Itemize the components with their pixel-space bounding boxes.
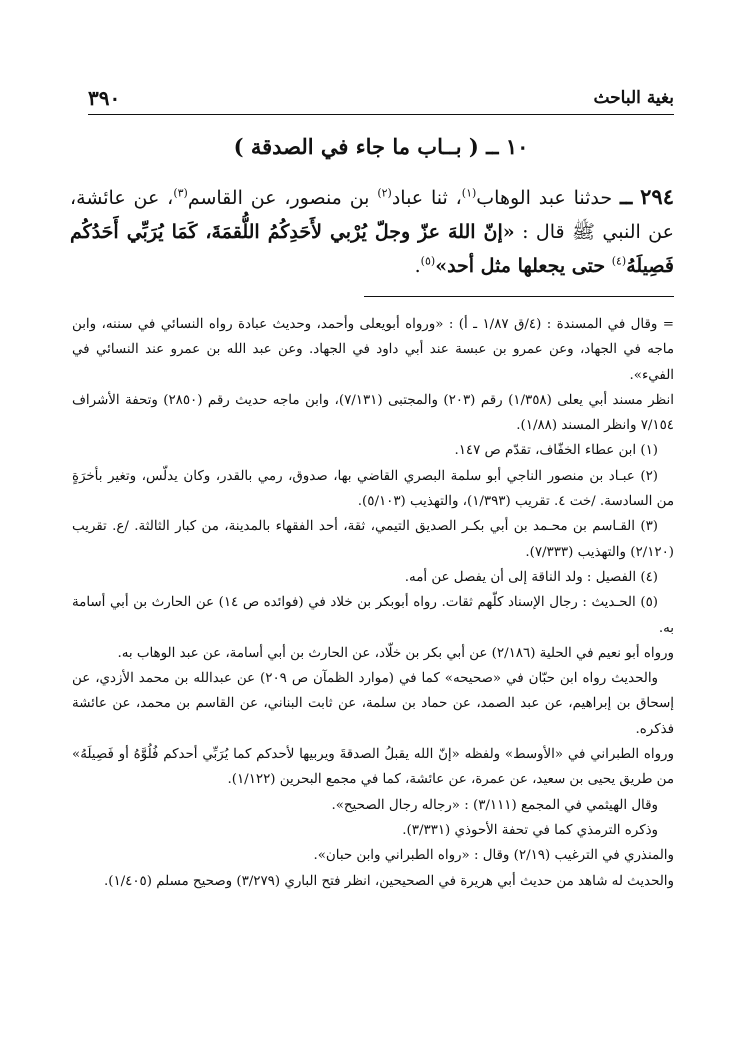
hadith-period: .	[414, 255, 421, 277]
isnad-part: ، ثنا عباد	[391, 187, 462, 209]
header-rule	[88, 114, 674, 115]
running-header	[88, 84, 674, 112]
running-title: بغية الباحث	[593, 88, 674, 108]
footnote-ref: (١)	[461, 186, 477, 200]
isnad-part: بن منصور، عن القاسم	[187, 187, 378, 209]
footnote-line: انظر مسند أبي يعلى (١/٣٥٨) رقم (٢٠٣) والمجتبى (٧/١٣١)، وابن ماجه حديث رقم (٢٨٥٠) وتحفة الأشراف ٧/١٥٤ وانظر المسند (١/٨٨).	[72, 392, 674, 434]
footnote-line: (٤) الفصيل : ولد الناقة إلى أن يفصل عن أمه.	[404, 569, 658, 585]
prophet-quote: حتى يجعلها مثل أحد»	[435, 255, 612, 277]
footnote-line: والمنذري في الترغيب (٢/١٩) وقال : «رواه الطبراني وابن حبان».	[313, 848, 674, 864]
footnote-line: = وقال في المسندة : (٤/ق ١/٨٧ ـ أ) : «ورواه أبويعلى وأحمد، وحديث عبادة رواه النسائي في سننه، وابن ماجه في الجهاد، وعن عمرو بن عبسة عند أبي داود في الجهاد. وعن عبد الله بن عمرو عند النسائي في الفيء».	[72, 317, 674, 383]
hadith-number: ٢٩٤	[640, 184, 674, 209]
footnote-line: والحديث له شاهد من حديث أبي هريرة في الصحيحين، انظر فتح الباري (٣/٢٧٩) وصحيح مسلم (١/٤٠٥).	[103, 873, 674, 889]
footnote-line: والحديث رواه ابن حبّان في «صحيحه» كما في (موارد الظمآن ص ٢٠٩) عن عبدالله بن محمد الأزدي، عن إسحاق بن إبراهيم، عن عبد الصمد، عن حماد بن سلمة، عن ثابت البناني، عن القاسم بن محمد، عن عائشة فذكره.	[72, 671, 674, 737]
footnote-separator	[364, 296, 674, 297]
isnad-part: حدثنا عبد الوهاب	[476, 187, 620, 209]
footnote-line: (٣) القـاسم بن محـمد بن أبي بكـر الصديق التيمي، ثقة، أحد الفقهاء بالمدينة، من كبار الثالثة. /ع. تقريب (٢/١٢٠) والتهذيب (٧/٣٣٣).	[72, 519, 674, 560]
footnote-line: ورواه الطبراني في «الأوسط» ولفظه «إنّ الله يقبلُ الصدقةَ ويربيها لأحدكم كما يُرَبِّي أحدكم فُلُوَّهُ أو فَصِيلَهُ» من طريق يحيى بن سعيد، عن عمرة، عن عائشة، كما في مجمع البحرين (١/١٢٢).	[72, 747, 674, 788]
footnote-line: (١) ابن عطاء الخفّاف، تقدّم ص ١٤٧.	[454, 443, 658, 459]
footnote-ref: (٥)	[420, 254, 436, 268]
footnote-line: وذكره الترمذي كما في تحفة الأحوذي (٣/٣٣١).	[402, 822, 658, 838]
footnote-line: وقال الهيثمي في المجمع (٣/١١١) : «رجاله رجال الصحيح».	[331, 797, 658, 813]
footnote-ref: (٤)	[611, 254, 627, 268]
footnotes	[72, 312, 674, 894]
prophet-quote: «إنّ اللهَ عزّ وجلّ يُرْبي لأَحَدِكُمُ اللُّقمَةَ، كَمَا يُرَبِّي أَحَدُكُم فَصِيلَهُ	[70, 221, 674, 277]
footnote-ref: (٢)	[377, 186, 392, 200]
isnad-part: ، عن عائشة، عن النبي ﷺ قال :	[70, 187, 674, 243]
chapter-heading: ١٠ ــ ( بــاب ما جاء في الصدقة )	[233, 134, 529, 159]
footnote-line: (٢) عبـاد بن منصور الناجي أبو سلمة البصري القاضي بها، صدوق، رمي بالقدر، وكان يدلّس، وتغير بأخرَةٍ من السادسة. /خت ٤. تقريب (١/٣٩٣)، والتهذيب (٥/١٠٣).	[72, 468, 674, 510]
page-number: ٣٩٠	[88, 86, 121, 110]
footnote-line: (٥) الحـديث : رجال الإسناد كلّهم ثقات. رواه أبوبكر بن خلاد في (فوائده ص ١٤) عن الحارث بن أبي أسامة به.	[72, 595, 674, 636]
hadith-dash: ــ	[619, 184, 633, 209]
hadith-text	[70, 180, 674, 283]
footnote-ref: (٣)	[173, 186, 188, 200]
footnote-line: ورواه أبو نعيم في الحلية (٢/١٨٦) عن أبي بكر بن خلّاد، عن الحارث بن أبي أسامة، عن عبد الوهاب به.	[117, 645, 674, 661]
